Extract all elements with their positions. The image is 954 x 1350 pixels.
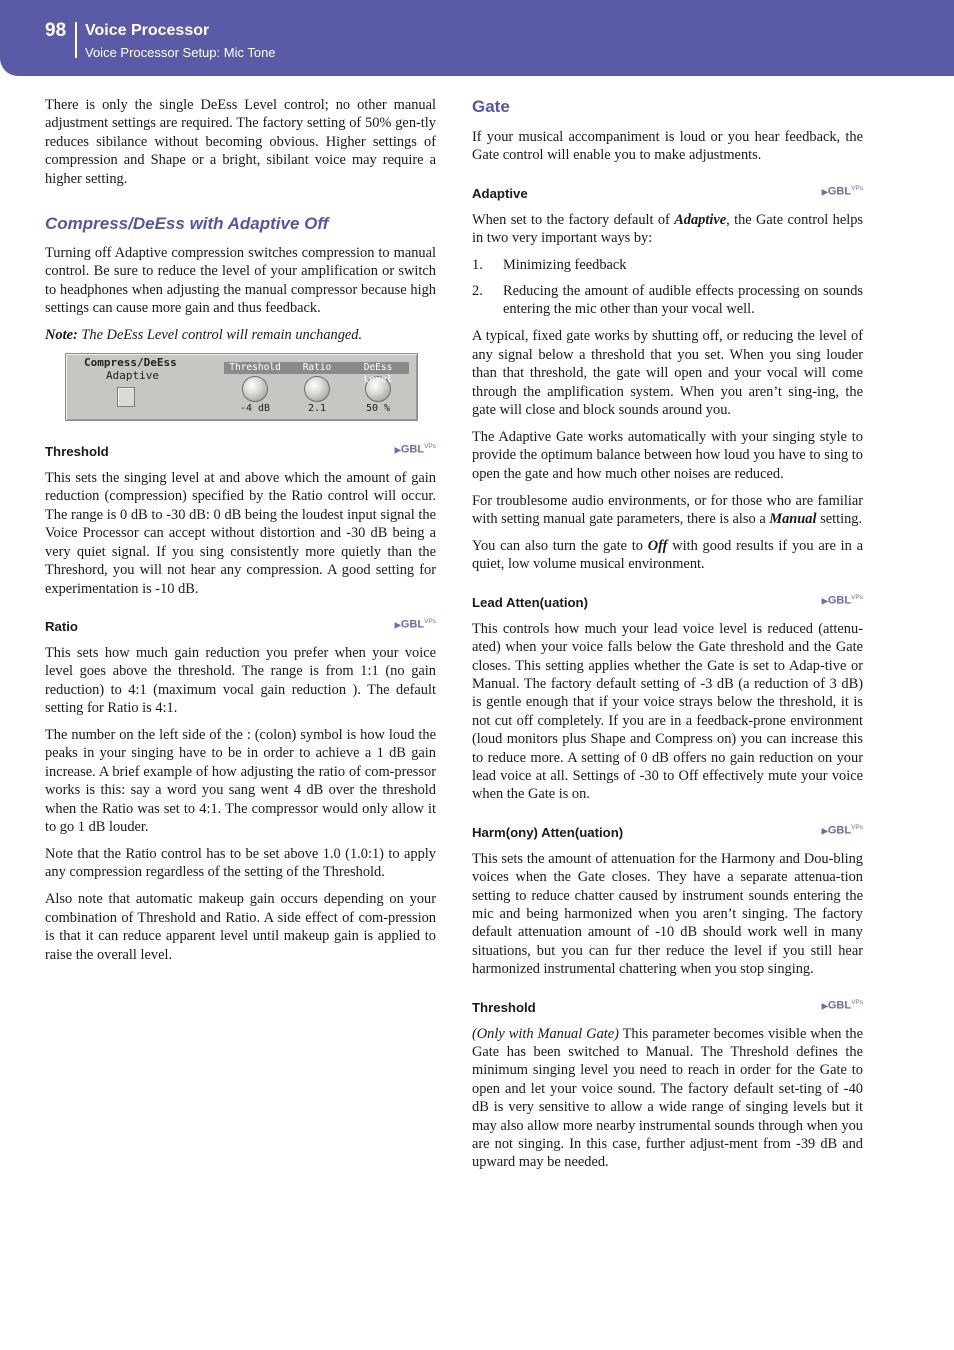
lead-atten-paragraph: This controls how much your lead voice level is reduced (attenu-ated) when your voice falls below the Gate threshold and the Gate closes. This setting applies whether the Gate is set to Adap-tive or Manual. The factory default setting of -3 dB (a reduction of 3 dB) is gentle enough that if your voice strays below the threshold, it is not cut off completely. If you are in a feedback-prone environment (loud monitors plus Shape and Compress on) you can increase this to reduce more. A setting of 0 dB offers no gain reduction on your lead voice at all. Settings of -30 to Off effectively mute your voice when the Gate is on.	[472, 620, 863, 803]
threshold-knob-value: -4 dB	[239, 403, 271, 415]
gbl-sup: VPs	[424, 617, 436, 625]
gbl-sup: VPs	[851, 184, 863, 192]
ratio-knob-value: 2.1	[307, 403, 327, 415]
note-paragraph	[45, 326, 436, 344]
emphasis-adaptive: Adaptive	[674, 211, 727, 228]
ratio-knob-group	[286, 362, 348, 414]
adaptive-paragraph-2: A typical, fixed gate works by shutting off, or reducing the level of any signal below a threshold that you set. When you sing louder than that threshold, the gate will open and your vocal will come through the amplification system. When you aren’t sing-ing, the gate will close and block sounds around you.	[472, 328, 863, 418]
text-run: When set to the factory default of	[472, 211, 675, 228]
threshold-knob-label: Threshold	[224, 362, 286, 374]
text-run: , the Gate control helps in two very important ways by:	[472, 211, 863, 247]
right-column	[472, 96, 863, 1180]
adaptive-subheading	[472, 185, 863, 203]
threshold-label: Threshold	[45, 444, 109, 460]
play-triangle-icon: ▶	[821, 596, 828, 606]
adaptive-checkbox[interactable]	[117, 387, 135, 407]
ratio-subheading	[45, 618, 436, 636]
section-subtitle: Voice Processor Setup: Mic Tone	[85, 45, 276, 60]
deess-level-knob-value: 50 %	[365, 403, 391, 415]
text-run: setting.	[816, 511, 863, 527]
panel-title: Compress/DeEss	[84, 356, 177, 370]
play-triangle-icon: ▶	[821, 187, 828, 197]
lead-atten-subheading	[472, 594, 863, 612]
left-column	[45, 96, 436, 972]
ratio-knob[interactable]	[304, 376, 330, 402]
emphasis-manual-gate: (Only with Manual Gate)	[472, 1025, 619, 1042]
gbl-text: GBL	[827, 185, 852, 198]
play-triangle-icon: ▶	[394, 620, 401, 630]
gbl-badge	[822, 185, 863, 198]
list-text: Minimizing feedback	[503, 257, 627, 274]
ratio-label: Ratio	[45, 618, 78, 634]
gbl-text: GBL	[400, 618, 425, 631]
ratio-paragraph-2: The number on the left side of the : (colon) symbol is how loud the peaks in your singing have to be in order to achieve a 1 dB gain increase. A brief example of how adjusting the ratio of com-pressor works is this: say a word you sang went 4 dB over the threshold when the Ratio was set to 4:1. The compressor would only allow it to go 1 dB louder.	[45, 727, 436, 836]
list-item	[472, 256, 863, 274]
gate-threshold-paragraph	[472, 1025, 863, 1172]
header-divider	[75, 22, 77, 58]
text-run: This parameter becomes visible when the Gate has been switched to Manual. The Threshold defines the minimum singing level you need to reach in order for the Gate to open and let your voice sound. The factory default set-ting of -40 dB is very sensitive to allow a wide range of singing levels but it may also allow more nearby instrumental sounds through when you are not singing. In this case, further adjust-ment from -39 dB and upward may be needed.	[472, 1025, 863, 1171]
threshold-paragraph: This sets the singing level at and above which the amount of gain reduction (compression) specified by the Ratio control will occur. The range is 0 dB to -30 dB: 0 dB being the loudest input signal the Voice Processor can accept without distortion and -30 dB being a very quiet signal. If you sing consistently more quietly than the Threshord, you will not hear any compression. A good setting for experimentation is -10 dB.	[45, 470, 436, 597]
threshold-knob-group	[224, 362, 286, 414]
harm-atten-label: Harm(ony) Atten(uation)	[472, 824, 624, 840]
deess-intro-paragraph: There is only the single DeEss Level control; no other manual adjustment settings are required. The factory setting of 50% gen-tly reduces sibilance without becoming obvious. Higher settings of compression and Shape or a bright, sibilant voice may require a higher setting.	[45, 97, 436, 187]
list-number: 2.	[472, 283, 483, 300]
gbl-text: GBL	[827, 594, 852, 607]
adaptive-paragraph-3: The Adaptive Gate works automatically with your singing style to provide the optimum balance between how loud you have to sing to open the gate and how much other noises are reduced.	[472, 428, 863, 482]
harm-atten-subheading	[472, 824, 863, 842]
play-triangle-icon: ▶	[821, 826, 828, 836]
text-run: For troublesome audio environments, or for those who are familiar with setting manual gate parameters, there is also a	[472, 492, 863, 527]
compress-paragraph: Turning off Adaptive compression switches compression to manual control. Be sure to reduce the level of your amplification or switch to headphones when adjusting the manual compressor because high settings can cause more gain and thus feedback.	[45, 245, 436, 317]
page-number: 98	[45, 20, 67, 41]
lead-atten-label: Lead Atten(uation)	[472, 594, 588, 610]
threshold-subheading	[45, 443, 436, 461]
play-triangle-icon: ▶	[821, 1001, 828, 1011]
list-item	[472, 282, 863, 319]
list-text: Reducing the amount of audible effects processing on sounds entering the mic other than your vocal well.	[503, 283, 863, 318]
gbl-text: GBL	[827, 999, 852, 1012]
adaptive-paragraph-5	[472, 537, 863, 574]
deess-level-knob-label: DeEss Level	[347, 362, 409, 374]
ratio-paragraph-1: This sets how much gain reduction you prefer when your voice level goes above the threshold. The range is from 1:1 (no gain reduction) to 4:1 (maximum vocal gain reduction ). The default setting for Ratio is 4:1.	[45, 644, 436, 717]
emphasis-manual: Manual	[769, 511, 817, 527]
list-number: 1.	[472, 257, 483, 274]
gbl-text: GBL	[827, 824, 852, 837]
threshold-knob[interactable]	[242, 376, 268, 402]
gbl-badge	[822, 824, 863, 837]
emphasis-off: Off	[647, 537, 668, 554]
gbl-sup: VPs	[424, 443, 436, 451]
adaptive-label: Adaptive	[472, 185, 528, 201]
page-header	[0, 0, 954, 76]
adaptive-paragraph-1	[472, 211, 863, 248]
note-label: Note:	[45, 327, 78, 344]
gbl-sup: VPs	[851, 593, 863, 601]
gate-benefits-list	[472, 256, 863, 319]
play-triangle-icon: ▶	[394, 445, 401, 455]
gate-threshold-subheading	[472, 999, 863, 1017]
compress-deess-panel	[65, 353, 418, 421]
gbl-text: GBL	[400, 443, 425, 456]
deess-level-knob-group	[347, 362, 409, 414]
adaptive-label: Adaptive	[106, 369, 159, 383]
ratio-knob-label: Ratio	[286, 362, 348, 374]
gate-intro-paragraph: If your musical accompaniment is loud or you hear feedback, the Gate control will enable you to make adjustments.	[472, 129, 863, 164]
gbl-badge	[822, 999, 863, 1012]
text-run: You can also turn the gate to	[472, 537, 648, 554]
gate-heading: Gate	[472, 97, 510, 116]
text-run: with good results if you are in a quiet, low volume musical environment.	[472, 537, 863, 573]
gate-threshold-label: Threshold	[472, 999, 536, 1015]
gbl-badge	[395, 618, 436, 631]
note-text: The DeEss Level control will remain unchanged.	[81, 327, 363, 344]
gbl-sup: VPs	[851, 823, 863, 831]
harm-atten-paragraph: This sets the amount of attenuation for the Harmony and Dou-bling voices when the Gate closes. They have a separate attenua-tion setting to reduce chatter caused by instrument sounds entering the mic and being harmonized when you aren’t singing. The factory default attenuation amount of -10 dB should work well in many situations, but you can fur ther reduce the level if you still hear harmonized instrumental chattering when you stop singing.	[472, 850, 863, 978]
gbl-badge	[395, 443, 436, 456]
ratio-paragraph-3: Note that the Ratio control has to be set above 1.0 (1.0:1) to apply any compression regardless of the setting of the Threshold.	[45, 845, 436, 881]
chapter-title: Voice Processor	[85, 22, 210, 39]
gbl-badge	[822, 594, 863, 607]
compress-deess-heading: Compress/DeEss with Adaptive Off	[45, 214, 329, 234]
ratio-paragraph-4: Also note that automatic makeup gain occurs depending on your combination of Threshold and Ratio. A side effect of com-pression is that it can reduce apparent level until makeup gain is applied to raise the overall level.	[45, 891, 436, 963]
adaptive-paragraph-4	[472, 492, 863, 529]
gbl-sup: VPs	[851, 998, 863, 1006]
